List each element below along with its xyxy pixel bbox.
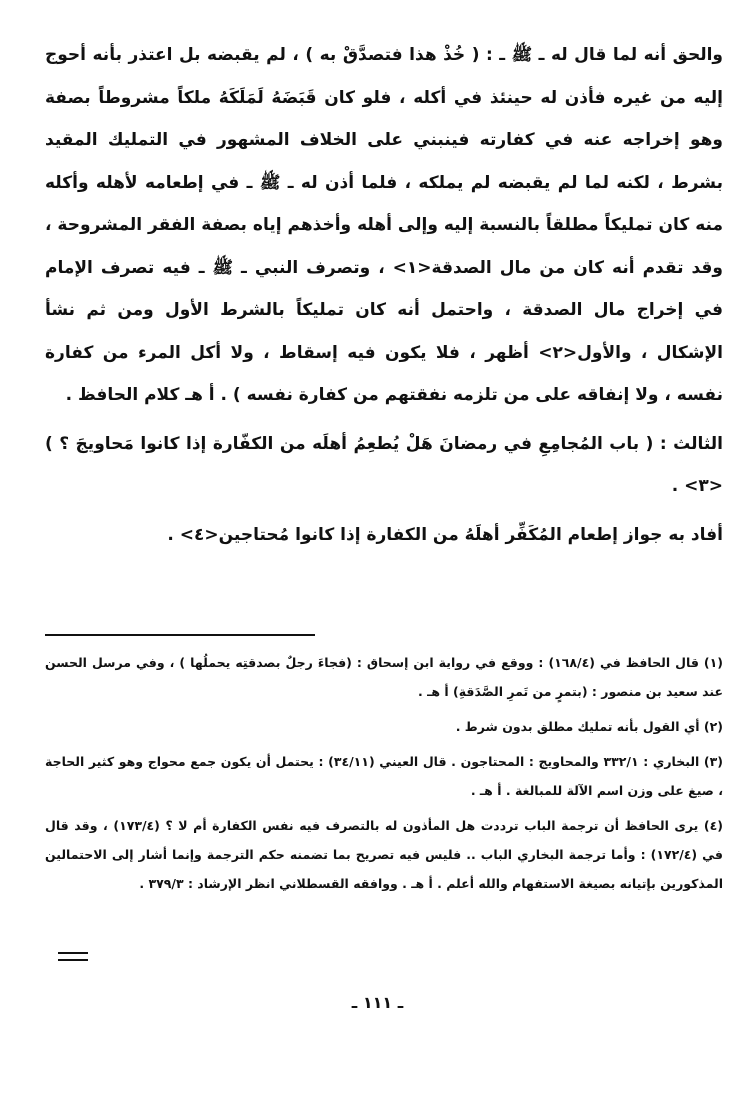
main-text — [45, 34, 723, 556]
closing-paragraph: أفاد به جواز إطعام المُكَفِّر أهلَهُ من الكفارة إذا كانوا مُحتاجين<٤> . — [167, 524, 723, 545]
footnote-2: (٢) أي القول بأنه تمليك مطلق بدون شرط . — [455, 719, 723, 734]
page-number: ـ ١١١ ـ — [351, 993, 404, 1012]
continuation-mark — [58, 952, 88, 961]
footnote-divider — [45, 634, 315, 636]
footnote-1: (١) قال الحافظ في (١٦٨/٤) : ووقع في رواية ابن إسحاق : (فجاءَ رجلٌ بصدقتِه يحملُها ) ، وفي مرسل الحسن عند سعيد بن منصور : (بتمرٍ من تَمرِ الصَّدَقةِ) أ هـ . — [45, 655, 723, 699]
footnotes — [45, 648, 723, 904]
main-paragraph: والحق أنه لما قال له ـ ﷺ ـ : ( خُذْ هذا فتصدَّقْ به ) ، لم يقبضه بل اعتذر بأنه أحوج إليه من غيره فأذن له حينئذ في أكله ، فلو كان قَبَضَهُ لَمَلَكَهُ ملكاً مشروطاً بصفة وهو إخراجه عنه في كفارته فينبني على الخلاف المشهور في التمليك المقيد بشرط ، لكنه لما لم يقبضه لم يملكه ، فلما أذن له ـ ﷺ ـ في إطعامه لأهله وأكله منه كان تمليكاً مطلقاً بالنسبة إليه وإلى أهله وأخذهم إياه بصفة الفقر المشروحة ، وقد تقدم أنه كان من مال الصدقة<١> ، وتصرف النبي ـ ﷺ ـ فيه تصرف الإمام في إخراج مال الصدقة ، واحتمل أنه كان تمليكاً بالشرط الأول ومن ثم نشأ الإشكال ، والأول<٢> أظهر ، فلا يكون فيه إسقاط ، ولا أكل المرء من كفارة نفسه ، ولا إنفاقه على من تلزمه نفقتهم من كفارة نفسه ) . أ هـ كلام الحافظ . — [45, 45, 723, 405]
footnote-3: (٣) البخاري : ٣٣٢/١ والمحاويج : المحتاجون . قال العيني (٣٤/١١) : يحتمل أن يكون جمع محواج وهو كثير الحاجة ، صيغ على وزن اسم الآلة للمبالغة . أ هـ . — [45, 754, 724, 798]
third-point-paragraph — [45, 423, 723, 508]
third-point-text: ( باب المُجامِعِ في رمضانَ هَلْ يُطعِمُ أهلَه من الكفّارة إذا كانوا مَحاويجَ ؟ )<٣> . — [45, 433, 723, 496]
third-point-heading: الثالث : — [659, 433, 723, 454]
footnote-4: (٤) يرى الحافظ أن ترجمة الباب ترددت هل المأذون له بالتصرف فيه نفس الكفارة أم لا ؟ (١٧٣/٤) ، وقد قال في (١٧٢/٤) : وأما ترجمة البخاري الباب .. فليس فيه تصريح بما تضمنه حكم الترجمة وإنما أشار إلى الاحتمالين المذكورين بإتيانه بصيغة الاستفهام والله أعلم . أ هـ . ووافقه القسطلاني انظر الإرشاد : ٣٧٩/٣ . — [45, 818, 723, 891]
